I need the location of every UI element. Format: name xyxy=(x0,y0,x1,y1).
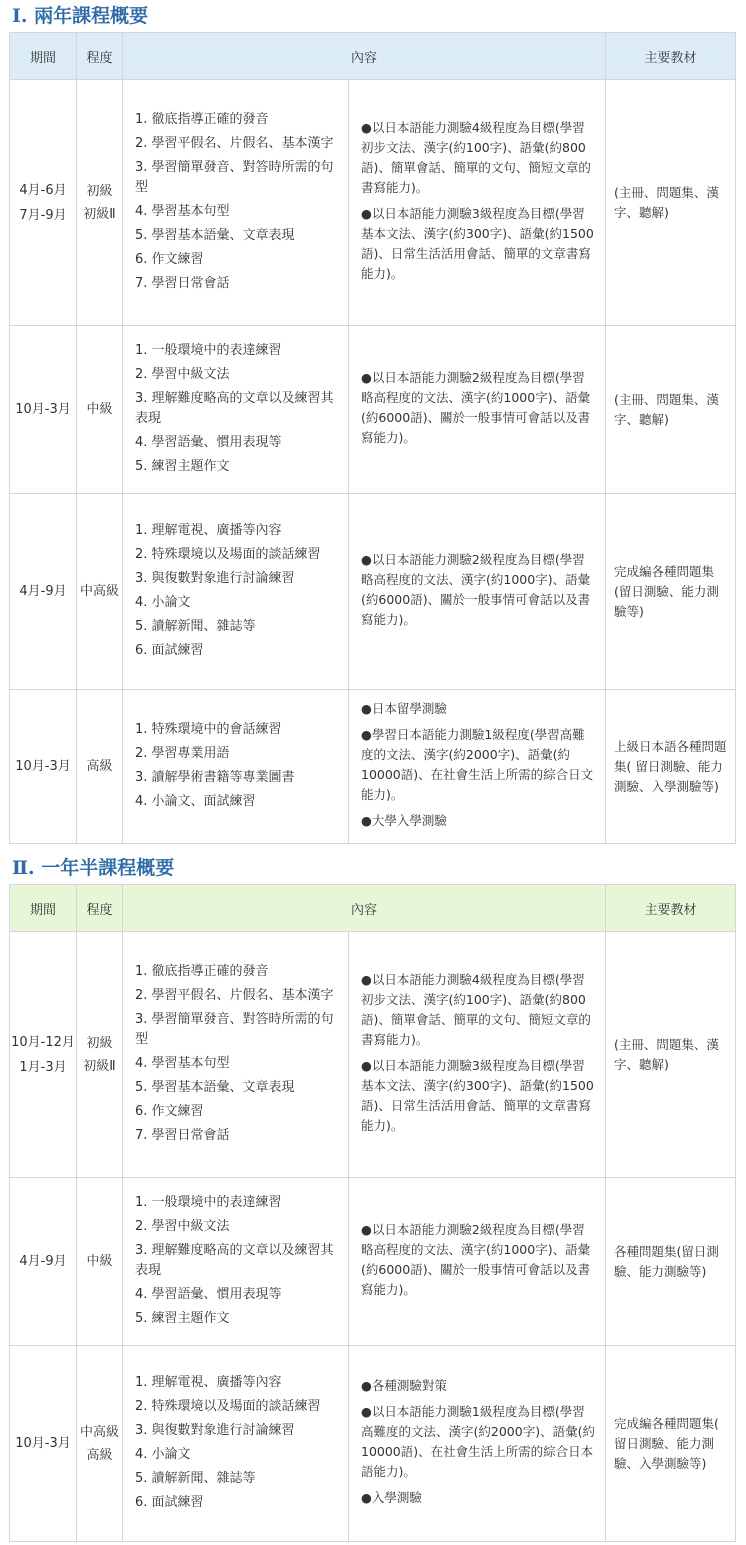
period-cell xyxy=(10,326,77,494)
list-item: 5. 學習基本語彙、文章表現 xyxy=(135,1079,295,1095)
list-item: 7. 學習日常會話 xyxy=(135,1127,230,1143)
materials-cell: 上級日本語各種問題集( 留日測驗、能力測驗、入學測驗等) xyxy=(606,690,736,844)
list-item: 6. 作文練習 xyxy=(135,251,204,267)
goal-text: ●大學入學測驗 xyxy=(361,813,447,828)
list-item: 5. 練習主題作文 xyxy=(135,458,230,474)
goal-text: ●學習日本語能力測驗1級程度(學習高難度的文法、漢字(約2000字)、語彙(約10000語)、在社會生活上所需的綜合日文能力)。 xyxy=(361,727,594,802)
period-text: 4月-9月 xyxy=(19,584,67,599)
list-item: 5. 讀解新聞、雜誌等 xyxy=(135,618,256,634)
content-goals-cell xyxy=(349,932,606,1178)
content-items-cell xyxy=(123,326,349,494)
list-item: 6. 面試練習 xyxy=(135,1494,204,1510)
period-text: 4月-6月 xyxy=(19,182,67,198)
level-text: 中高級 xyxy=(79,1424,119,1440)
list-item: 4. 學習語彙、慣用表現等 xyxy=(135,1286,282,1302)
level-text: 高級 xyxy=(86,759,113,774)
list-item: 4. 小論文 xyxy=(135,1446,191,1462)
level-cell xyxy=(77,326,123,494)
table-row xyxy=(10,690,736,844)
period-text: 7月-9月 xyxy=(19,207,67,223)
goal-text: ●以日本語能力測驗3級程度為目標(學習基本文法、漢字(約300字)、語彙(約1500語)、日常生活活用會話、簡單的文章書寫能力)。 xyxy=(361,206,594,281)
period-cell xyxy=(10,1346,77,1542)
header-content: 內容 xyxy=(123,33,606,80)
goal-text: ●各種測驗對策 xyxy=(361,1378,447,1393)
period-cell xyxy=(10,690,77,844)
content-items-cell xyxy=(123,80,349,326)
goal-text: ●日本留學測驗 xyxy=(361,701,447,716)
list-item: 3. 理解難度略高的文章以及練習其表現 xyxy=(135,390,334,426)
level-text: 高級 xyxy=(86,1447,113,1463)
list-item: 3. 讀解學術書籍等專業圖書 xyxy=(135,769,295,785)
level-text: 中高級 xyxy=(79,584,119,599)
section-title-one-and-half-year: Ⅱ. 一年半課程概要 xyxy=(12,857,175,879)
list-item: 6. 面試練習 xyxy=(135,642,204,658)
list-item: 4. 學習基本句型 xyxy=(135,203,230,219)
materials-cell: (主冊、問題集、漢字、聽解) xyxy=(606,80,736,326)
list-item: 1. 一般環境中的表達練習 xyxy=(135,342,282,358)
period-text: 10月-3月 xyxy=(15,759,71,774)
header-level: 程度 xyxy=(77,885,123,932)
header-materials: 主要教材 xyxy=(606,885,736,932)
list-item: 1. 理解電視、廣播等內容 xyxy=(135,1374,282,1390)
materials-cell: (主冊、問題集、漢字、聽解) xyxy=(606,932,736,1178)
goal-text: ●以日本語能力測驗3級程度為目標(學習基本文法、漢字(約300字)、語彙(約1500語)、日常生活活用會話、簡單的文章書寫能力)。 xyxy=(361,1058,594,1133)
list-item: 2. 學習中級文法 xyxy=(135,366,230,382)
goal-text: ●入學測驗 xyxy=(361,1490,422,1505)
list-item: 1. 徹底指導正確的發音 xyxy=(135,111,269,127)
section-title-two-year: Ⅰ. 兩年課程概要 xyxy=(12,5,149,27)
period-cell xyxy=(10,1178,77,1346)
table-row xyxy=(10,1346,736,1542)
table-header-row xyxy=(10,33,736,80)
table-row xyxy=(10,494,736,690)
period-text: 10月-3月 xyxy=(15,1436,71,1451)
list-item: 4. 學習語彙、慣用表現等 xyxy=(135,434,282,450)
list-item: 3. 學習簡單發音、對答時所需的句型 xyxy=(135,1011,334,1047)
list-item: 1. 一般環境中的表達練習 xyxy=(135,1194,282,1210)
level-text: 中級 xyxy=(86,402,113,417)
level-text: 初級 xyxy=(86,183,113,199)
materials-cell: (主冊、問題集、漢字、聽解) xyxy=(606,326,736,494)
table-header-row xyxy=(10,885,736,932)
period-cell xyxy=(10,494,77,690)
header-level: 程度 xyxy=(77,33,123,80)
list-item: 1. 理解電視、廣播等內容 xyxy=(135,522,282,538)
header-content: 內容 xyxy=(123,885,606,932)
table-row xyxy=(10,932,736,1178)
list-item: 5. 練習主題作文 xyxy=(135,1310,230,1326)
list-item: 2. 學習平假名、片假名、基本漢字 xyxy=(135,135,334,151)
list-item: 5. 學習基本語彙、文章表現 xyxy=(135,227,295,243)
table-row xyxy=(10,326,736,494)
header-period: 期間 xyxy=(10,885,77,932)
period-text: 4月-9月 xyxy=(19,1254,67,1269)
list-item: 2. 學習平假名、片假名、基本漢字 xyxy=(135,987,334,1003)
list-item: 3. 理解難度略高的文章以及練習其表現 xyxy=(135,1242,334,1278)
period-text: 10月-3月 xyxy=(15,402,71,417)
list-item: 1. 特殊環境中的會話練習 xyxy=(135,721,282,737)
content-items-cell xyxy=(123,932,349,1178)
header-materials: 主要教材 xyxy=(606,33,736,80)
content-goals-cell xyxy=(349,494,606,690)
content-goals-cell xyxy=(349,1346,606,1542)
list-item: 7. 學習日常會話 xyxy=(135,275,230,291)
list-item: 3. 與復數對象進行討論練習 xyxy=(135,1422,295,1438)
content-goals-cell xyxy=(349,690,606,844)
list-item: 3. 與復數對象進行討論練習 xyxy=(135,570,295,586)
content-goals-cell xyxy=(349,1178,606,1346)
list-item: 2. 學習專業用語 xyxy=(135,745,230,761)
content-items-cell xyxy=(123,1346,349,1542)
list-item: 6. 作文練習 xyxy=(135,1103,204,1119)
level-text: 中級 xyxy=(86,1254,113,1269)
level-cell xyxy=(77,932,123,1178)
materials-cell: 完成編各種問題集(留日測驗、能力測驗等) xyxy=(606,494,736,690)
period-text: 10月-12月 xyxy=(11,1034,75,1050)
course-table-one-and-half-year xyxy=(9,884,736,1542)
list-item: 2. 特殊環境以及場面的談話練習 xyxy=(135,1398,321,1414)
list-item: 4. 小論文 xyxy=(135,594,191,610)
list-item: 3. 學習簡單發音、對答時所需的句型 xyxy=(135,159,334,195)
header-period: 期間 xyxy=(10,33,77,80)
level-cell xyxy=(77,1178,123,1346)
goal-text: ●以日本語能力測驗2級程度為目標(學習略高程度的文法、漢字(約1000字)、語彙(約6000語)、關於一般事情可會話以及書寫能力)。 xyxy=(361,552,591,627)
list-item: 4. 學習基本句型 xyxy=(135,1055,230,1071)
level-cell xyxy=(77,80,123,326)
level-text: 初級Ⅱ xyxy=(83,1058,116,1074)
list-item: 4. 小論文、面試練習 xyxy=(135,793,256,809)
level-cell xyxy=(77,1346,123,1542)
content-goals-cell xyxy=(349,326,606,494)
content-goals-cell xyxy=(349,80,606,326)
content-items-cell xyxy=(123,1178,349,1346)
level-text: 初級 xyxy=(86,1035,113,1051)
goal-text: ●以日本語能力測驗4級程度為目標(學習初步文法、漢字(約100字)、語彙(約800語)、簡單會話、簡單的文句、簡短文章的書寫能力)。 xyxy=(361,120,591,195)
list-item: 2. 特殊環境以及場面的談話練習 xyxy=(135,546,321,562)
period-cell xyxy=(10,80,77,326)
goal-text: ●以日本語能力測驗2級程度為目標(學習略高程度的文法、漢字(約1000字)、語彙(約6000語)、關於一般事情可會話以及書寫能力)。 xyxy=(361,1222,591,1297)
materials-cell: 完成編各種問題集( 留日測驗、能力測驗、入學測驗等) xyxy=(606,1346,736,1542)
level-cell xyxy=(77,494,123,690)
goal-text: ●以日本語能力測驗2級程度為目標(學習略高程度的文法、漢字(約1000字)、語彙(約6000語)、關於一般事情可會話以及書寫能力)。 xyxy=(361,370,591,445)
materials-cell: 各種問題集(留日測驗、能力測驗等) xyxy=(606,1178,736,1346)
table-row xyxy=(10,80,736,326)
list-item: 2. 學習中級文法 xyxy=(135,1218,230,1234)
level-text: 初級Ⅱ xyxy=(83,206,116,222)
period-text: 1月-3月 xyxy=(19,1059,67,1075)
content-items-cell xyxy=(123,690,349,844)
list-item: 5. 讀解新聞、雜誌等 xyxy=(135,1470,256,1486)
period-cell xyxy=(10,932,77,1178)
content-items-cell xyxy=(123,494,349,690)
goal-text: ●以日本語能力測驗4級程度為目標(學習初步文法、漢字(約100字)、語彙(約800語)、簡單會話、簡單的文句、簡短文章的書寫能力)。 xyxy=(361,972,591,1047)
table-row xyxy=(10,1178,736,1346)
goal-text: ●以日本語能力測驗1級程度為目標(學習高難度的文法、漢字(約2000字)、語彙(約10000語)、在社會生活上所需的綜合日本語能力)。 xyxy=(361,1404,595,1479)
level-cell xyxy=(77,690,123,844)
list-item: 1. 徹底指導正確的發音 xyxy=(135,963,269,979)
course-table-two-year xyxy=(9,32,736,844)
